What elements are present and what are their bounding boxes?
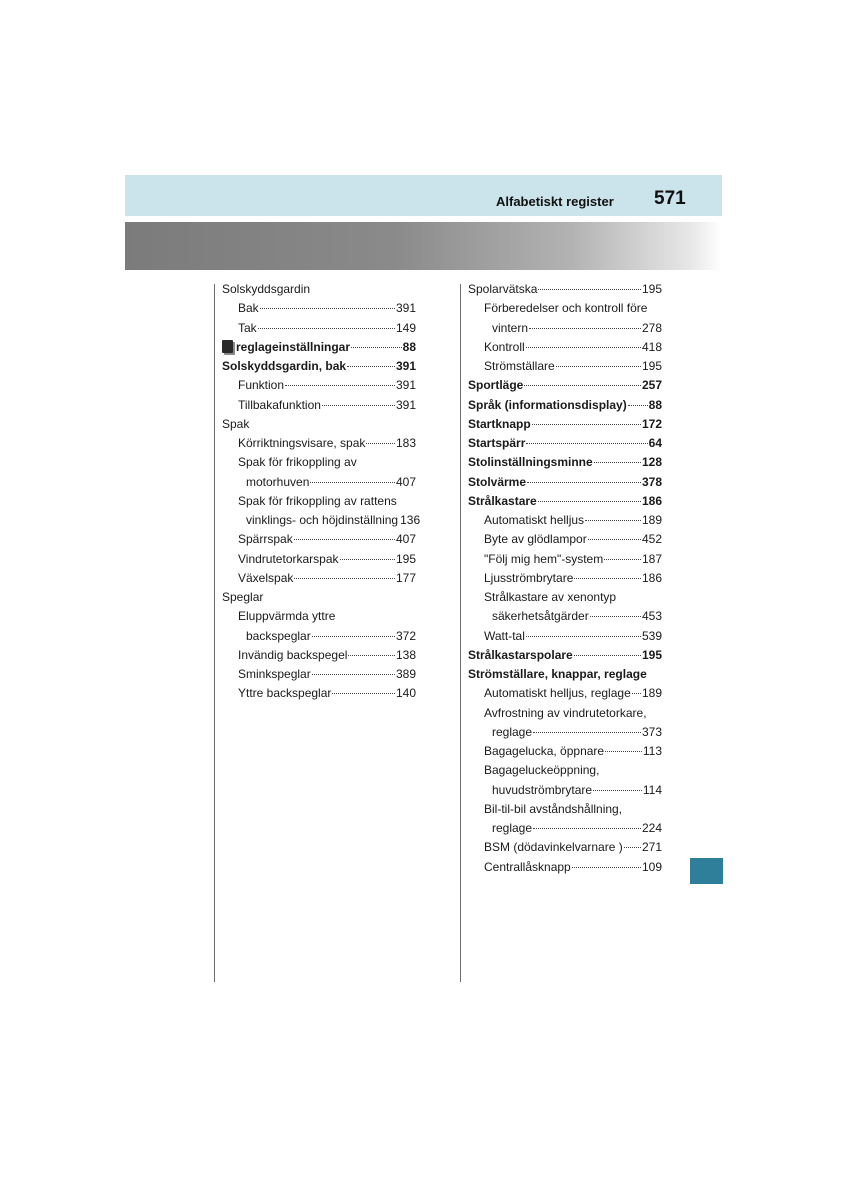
dot-leader: [351, 346, 402, 348]
dot-leader: [574, 654, 641, 656]
index-entry: [222, 627, 416, 646]
index-term-text: säkerhetsåtgärder: [492, 609, 589, 624]
dot-leader: [366, 442, 395, 444]
index-entry: [468, 838, 662, 857]
index-term: [484, 357, 555, 376]
index-term: [484, 800, 622, 819]
index-term-text: Invändig backspegel: [238, 647, 348, 662]
index-term: [484, 684, 631, 703]
index-term: [484, 588, 616, 607]
dot-leader: [624, 846, 641, 848]
index-term: [238, 684, 331, 703]
index-page-ref: 195: [641, 282, 662, 296]
dot-leader: [258, 327, 395, 329]
index-page-ref: 149: [395, 320, 416, 335]
header-gradient-bar: [125, 222, 722, 270]
dot-leader: [260, 307, 395, 309]
dot-leader: [322, 404, 395, 406]
index-entry: [222, 357, 416, 376]
index-term-text: Kontroll: [484, 339, 525, 354]
index-term-text: Bak: [238, 301, 259, 316]
index-term: [238, 396, 321, 415]
dot-leader: [340, 558, 395, 560]
index-entry: [222, 376, 416, 395]
dot-leader: [285, 384, 395, 386]
index-page-ref: 177: [395, 570, 416, 585]
index-page-ref: 189: [641, 513, 662, 527]
index-term: [484, 704, 647, 723]
index-entry: [468, 684, 662, 703]
index-term-text: Yttre backspeglar: [238, 686, 332, 701]
index-entry: [222, 607, 416, 626]
index-page-ref: 189: [641, 686, 662, 701]
index-term: [484, 550, 603, 569]
index-term-text: Ljusströmbrytare: [484, 570, 574, 585]
index-page-ref: 186: [641, 570, 662, 585]
index-term-text: Språk (informationsdisplay): [468, 397, 627, 412]
index-term: [238, 665, 311, 684]
index-term: [468, 665, 647, 684]
index-entry: [468, 819, 662, 838]
index-term-text: Bagagelucka, öppnare: [484, 744, 605, 758]
index-term: [238, 569, 293, 588]
index-page-ref: 452: [641, 532, 662, 547]
index-term-text: Startspärr: [468, 436, 526, 450]
index-term-text: Stolinställningsminne: [468, 455, 593, 470]
index-term-text: Bil-til-bil avståndshållning,: [484, 801, 623, 816]
index-page-ref: 278: [641, 320, 662, 335]
index-page-ref: 140: [395, 686, 416, 701]
index-term: [484, 838, 623, 857]
index-page-ref: 64: [648, 436, 662, 450]
index-entry: [468, 569, 662, 588]
index-term: [468, 396, 627, 415]
left-column-rule: [214, 284, 215, 982]
index-page-ref: 109: [641, 859, 662, 874]
page-number: 571: [654, 188, 686, 209]
index-term: [222, 588, 263, 607]
index-term: [468, 646, 573, 665]
index-page-ref: 378: [641, 474, 662, 489]
index-term: [238, 550, 339, 569]
dot-leader: [556, 365, 641, 367]
index-term: [484, 742, 604, 761]
index-entry: [222, 396, 416, 415]
index-page-ref: 224: [641, 821, 662, 835]
index-page-ref: 389: [395, 667, 416, 681]
index-term: [238, 376, 284, 395]
index-term-text: Startknapp: [468, 416, 531, 431]
index-term-text: vinklings- och höjdinställning: [246, 513, 399, 527]
index-entry: [222, 646, 416, 665]
index-page-ref: 453: [641, 609, 662, 624]
index-page-ref: 128: [641, 455, 662, 470]
index-term: [492, 319, 528, 338]
index-entry: [222, 453, 416, 472]
index-term: [484, 299, 647, 318]
index-term: [238, 319, 257, 338]
index-page-ref: 183: [395, 436, 416, 450]
index-page-ref: 257: [641, 378, 662, 393]
index-term: [492, 607, 589, 626]
index-entry: [222, 319, 416, 338]
index-term-text: Förberedelser och kontroll före: [484, 301, 648, 316]
index-term: [484, 858, 571, 877]
index-entry: [468, 299, 662, 318]
index-term-text: Automatiskt helljus, reglage: [484, 686, 631, 701]
index-term-text: Strålkastarspolare: [468, 647, 573, 662]
index-term: [484, 511, 584, 530]
index-term-text: reglageinställningar: [236, 339, 351, 354]
index-entry: [468, 434, 662, 453]
dot-leader: [628, 404, 648, 406]
index-term-text: Spärrspak: [238, 532, 293, 547]
index-term: [468, 434, 525, 453]
dot-leader: [632, 692, 641, 694]
dot-leader: [524, 384, 641, 386]
index-term: [222, 280, 310, 299]
dot-leader: [533, 827, 641, 829]
index-entry: [468, 530, 662, 549]
index-entry: [468, 800, 662, 819]
index-term-text: Strålkastare av xenontyp: [484, 590, 617, 604]
index-entry: [468, 473, 662, 492]
dot-leader: [526, 346, 641, 348]
index-entry: [468, 723, 662, 742]
index-entry: [222, 588, 416, 607]
index-page-ref: 113: [642, 744, 662, 758]
index-page-ref: 88: [402, 339, 416, 354]
dot-leader: [347, 365, 395, 367]
index-entry: [468, 357, 662, 376]
index-term: [238, 607, 335, 626]
section-title: Alfabetiskt register: [496, 194, 614, 209]
index-term-text: Strålkastare: [468, 493, 537, 508]
dot-leader: [294, 577, 395, 579]
index-term: [492, 723, 532, 742]
index-term-text: Strömställare, knappar, reglage: [468, 667, 647, 681]
index-page-ref: 391: [395, 301, 416, 316]
index-term-text: Spak för frikoppling av: [238, 455, 357, 470]
index-term: [492, 819, 532, 838]
index-entry: [468, 646, 662, 665]
index-term-text: Växelspak: [238, 570, 294, 585]
index-term-text: reglage: [492, 821, 533, 835]
index-entry: [468, 415, 662, 434]
index-term-text: BSM (dödavinkelvarnare ): [484, 840, 623, 855]
index-term-text: Spolarvätska: [468, 282, 538, 296]
index-entry: [468, 742, 662, 761]
index-term-text: huvudströmbrytare: [492, 782, 593, 797]
index-term-text: Speglar: [222, 590, 264, 604]
index-term: [468, 492, 537, 511]
index-entry: [222, 299, 416, 318]
index-term: [468, 415, 531, 434]
dot-leader: [533, 731, 641, 733]
index-page-ref: 372: [395, 628, 416, 643]
index-term: [492, 781, 592, 800]
index-term-text: Spak för frikoppling av rattens: [238, 493, 397, 508]
dot-leader: [312, 673, 395, 675]
index-entry: [468, 280, 662, 299]
index-term-text: Strömställare: [484, 359, 555, 373]
index-term: [484, 530, 587, 549]
index-entry: [468, 858, 662, 877]
index-term-text: Körriktningsvisare, spak: [238, 436, 366, 450]
index-page-ref: 114: [642, 782, 662, 797]
index-entry: [222, 684, 416, 703]
index-page-ref: 407: [395, 474, 416, 489]
index-entry: [222, 473, 416, 492]
index-term-text: Eluppvärmda yttre: [238, 609, 336, 624]
dot-leader: [574, 577, 641, 579]
index-term-text: Tillbakafunktion: [238, 397, 321, 412]
dot-leader: [348, 654, 395, 656]
index-term-text: "Följ mig hem"-system: [484, 551, 604, 566]
index-page-ref: 88: [648, 397, 662, 412]
index-page-ref: 539: [641, 628, 662, 643]
dot-leader: [529, 327, 641, 329]
index-entry: [468, 781, 662, 800]
dot-leader: [594, 461, 641, 463]
index-term: [222, 415, 249, 434]
index-term: [222, 338, 350, 357]
index-entry: [468, 376, 662, 395]
index-entry: [468, 550, 662, 569]
index-page-ref: 418: [641, 339, 662, 354]
index-term: [484, 338, 525, 357]
dot-leader: [526, 635, 641, 637]
index-entry: [222, 569, 416, 588]
index-term-text: Solskyddsgardin, bak: [222, 359, 347, 373]
index-entry: [222, 530, 416, 549]
index-entry: [468, 607, 662, 626]
dot-leader: [572, 866, 641, 868]
index-page-ref: 138: [395, 647, 416, 662]
index-entry: [222, 511, 421, 530]
right-column-rule: [460, 284, 461, 982]
index-column-left: [222, 280, 421, 704]
index-term-text: Solskyddsgardin: [222, 282, 311, 296]
index-term-text: Sportläge: [468, 378, 524, 393]
index-term: [222, 357, 346, 376]
index-term: [238, 299, 259, 318]
dot-leader: [588, 538, 641, 540]
index-term: [238, 492, 397, 511]
index-term-text: Tak: [238, 320, 257, 335]
index-term-text: Stolvärme: [468, 474, 527, 489]
index-page-ref: 195: [641, 359, 662, 373]
index-term-text: Watt-tal: [484, 628, 525, 643]
index-page-ref: 187: [641, 551, 662, 566]
index-term: [246, 473, 309, 492]
index-term-text: Bagageluckeöppning,: [484, 763, 600, 778]
index-entry: [468, 627, 662, 646]
index-term: [468, 473, 526, 492]
index-page-ref: 186: [641, 493, 662, 508]
dot-leader: [590, 615, 641, 617]
dot-leader: [312, 635, 395, 637]
index-entry: [468, 588, 662, 607]
index-entry: [468, 453, 662, 472]
index-page-ref: 391: [395, 359, 416, 373]
index-term-text: vintern: [492, 320, 529, 335]
index-entry: [222, 415, 416, 434]
index-term-text: Automatiskt helljus: [484, 513, 585, 527]
index-page-ref: 391: [395, 397, 416, 412]
index-term-text: motorhuven: [246, 474, 310, 489]
index-page-ref: 373: [641, 724, 662, 739]
index-term-text: Spak: [222, 416, 250, 431]
index-term: [468, 280, 537, 299]
index-term-text: Byte av glödlampor: [484, 532, 587, 547]
index-entry: [222, 434, 416, 453]
dot-leader: [604, 558, 641, 560]
index-entry: [468, 396, 662, 415]
index-entry: [468, 338, 662, 357]
index-term-text: Funktion: [238, 378, 285, 393]
index-column-right: [468, 280, 662, 877]
index-term: [246, 627, 311, 646]
index-term-text: Vindrutetorkarspak: [238, 551, 339, 566]
dot-leader: [585, 519, 641, 521]
index-entry: [222, 665, 416, 684]
dot-leader: [538, 288, 641, 290]
index-term: [468, 376, 523, 395]
index-page-ref: 407: [395, 532, 416, 547]
index-entry: [468, 511, 662, 530]
index-term: [484, 761, 599, 780]
index-entry: [468, 761, 662, 780]
index-term: [238, 530, 293, 549]
dot-leader: [593, 789, 642, 791]
index-term: [246, 511, 398, 530]
index-entry: [468, 665, 662, 684]
index-term: [238, 646, 347, 665]
index-term-text: Sminkspeglar: [238, 667, 311, 681]
index-page-ref: 172: [641, 416, 662, 431]
index-page-ref: 271: [641, 840, 662, 855]
dot-leader: [532, 423, 641, 425]
index-entry: [222, 550, 416, 569]
index-term: [484, 569, 573, 588]
index-page-ref: 195: [641, 647, 662, 662]
index-entry: [468, 319, 662, 338]
index-term: [238, 453, 357, 472]
dot-leader: [294, 538, 395, 540]
index-entry: [222, 280, 416, 299]
index-entry: [468, 704, 662, 723]
index-entry: [222, 338, 416, 357]
index-term-text: backspeglar: [246, 628, 311, 643]
index-term-text: reglage: [492, 724, 533, 739]
dot-leader: [527, 481, 641, 483]
settings-book-icon: [222, 340, 233, 353]
index-page-ref: 195: [395, 551, 416, 566]
index-page-ref: 391: [395, 378, 416, 393]
index-term-text: Centrallåsknapp: [484, 859, 571, 874]
chapter-tab: [690, 858, 723, 884]
index-page-ref: 136: [400, 513, 421, 527]
index-term: [468, 453, 593, 472]
index-entry: [468, 492, 662, 511]
dot-leader: [605, 750, 642, 752]
dot-leader: [332, 692, 395, 694]
dot-leader: [538, 500, 641, 502]
header-band: [125, 175, 722, 216]
index-term: [238, 434, 365, 453]
dot-leader: [310, 481, 395, 483]
index-entry: [222, 492, 416, 511]
index-term: [484, 627, 525, 646]
index-term-text: Avfrostning av vindrutetorkare,: [484, 705, 647, 720]
dot-leader: [526, 442, 647, 444]
